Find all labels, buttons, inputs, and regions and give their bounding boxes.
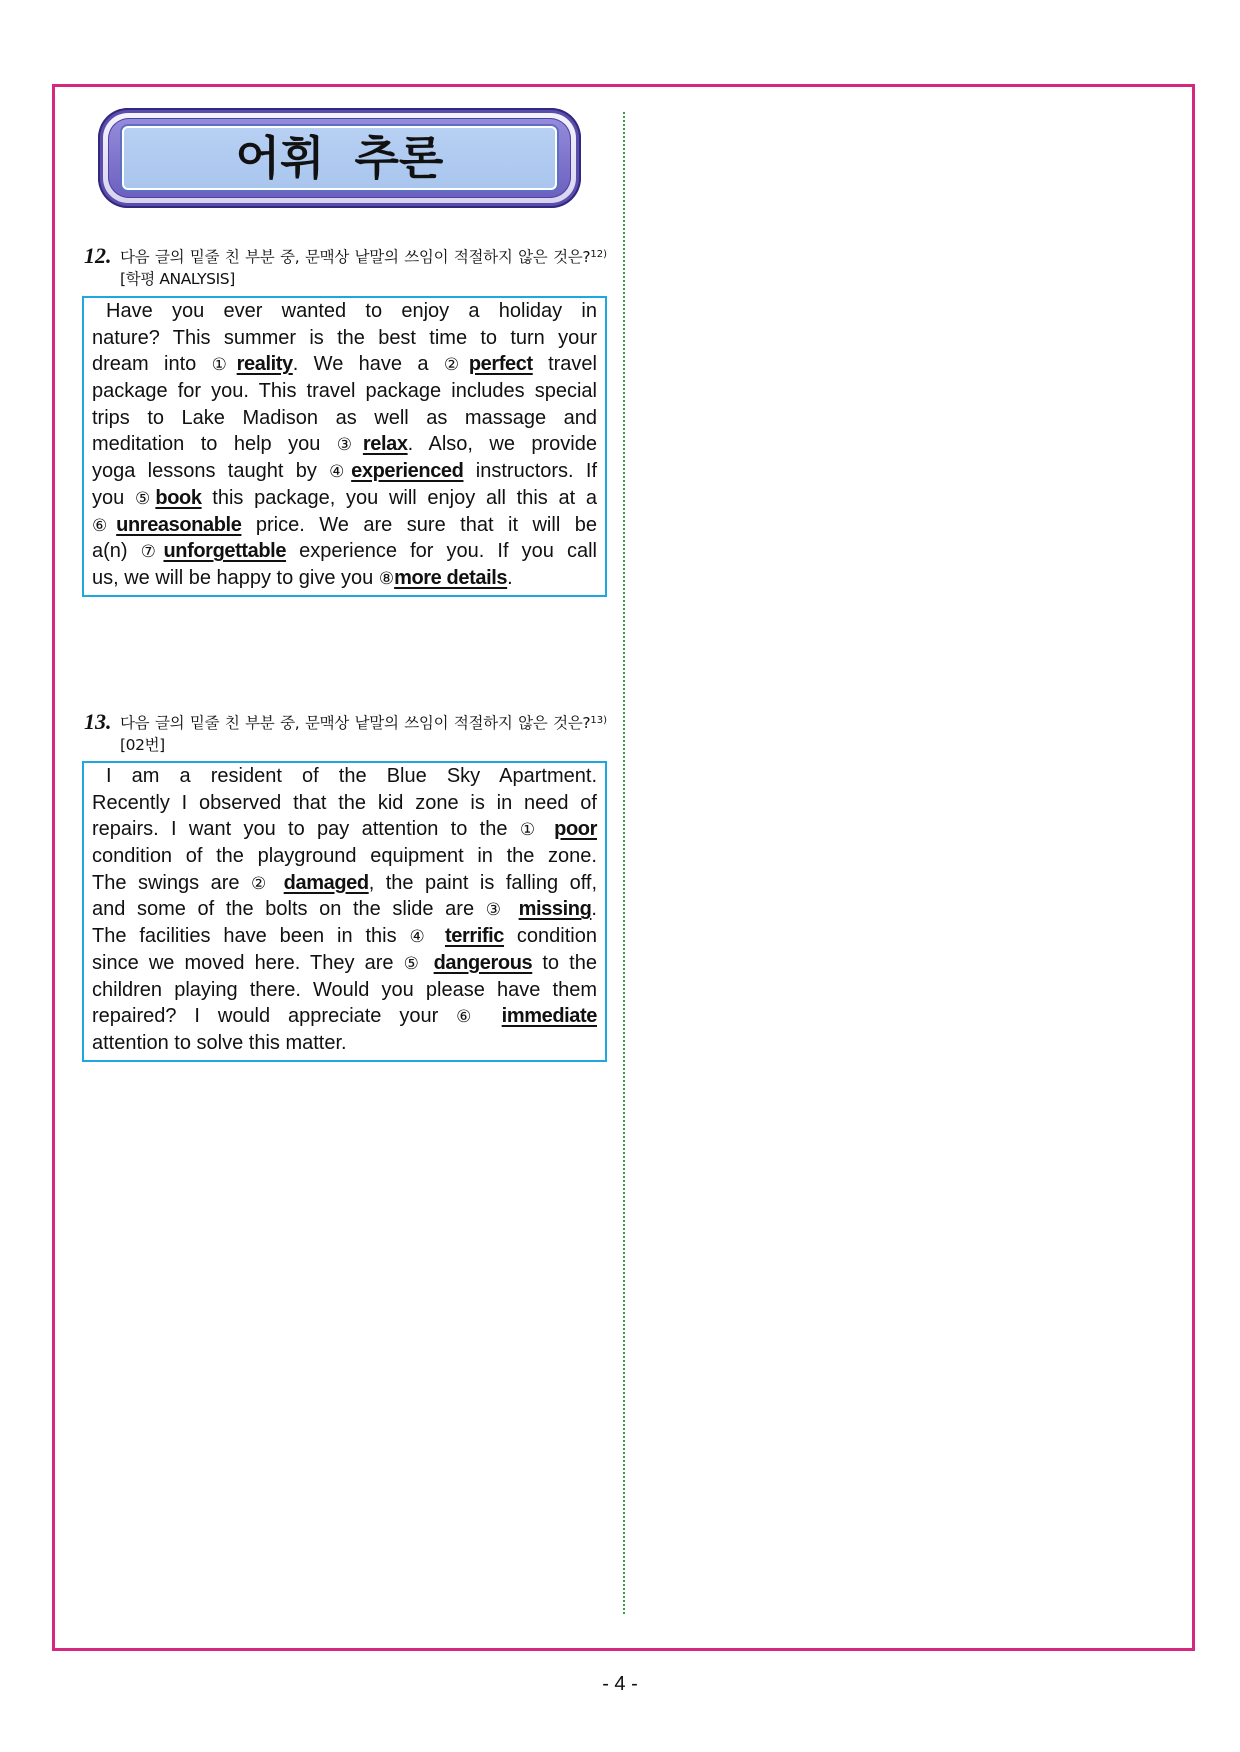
passage-box	[82, 761, 607, 1062]
passage-line	[92, 843, 597, 870]
underlined-word: terrific	[444, 925, 505, 948]
choice-number: ④	[329, 462, 352, 483]
passage-text: a(n)	[92, 540, 141, 563]
passage-line	[92, 763, 597, 790]
passage-line	[92, 565, 597, 592]
underlined-word: book	[155, 486, 202, 509]
footnote-ref: 13)	[590, 715, 607, 726]
passage-text: experience for you. If you call	[286, 540, 597, 563]
passage-line	[92, 1030, 597, 1057]
passage-text	[542, 818, 554, 840]
choice-number: ⑥	[456, 1007, 484, 1028]
choice-number: ②	[443, 355, 469, 376]
question-prompt: 다음 글의 밑줄 친 부분 중, 문맥상 낱말의 쓰임이 적절하지 않은 것은?	[120, 714, 591, 732]
question-source: [02번]	[120, 736, 165, 754]
choice-number: ⑧	[378, 568, 395, 589]
question-source: [학평 ANALYSIS]	[120, 270, 235, 288]
passage-line	[92, 431, 597, 458]
passage-box	[82, 296, 607, 597]
passage-text: us, we will be happy to give you	[92, 566, 379, 589]
passage-line	[92, 458, 597, 485]
passage-text	[272, 872, 284, 894]
passage-text: I am a resident of the Blue Sky Apartment.	[106, 765, 597, 787]
passage-line	[92, 816, 597, 843]
passage-text: package for you. This travel package includes special	[92, 380, 597, 403]
underlined-word: more details	[394, 566, 508, 589]
passage-text: this package, you will enjoy all this at a	[201, 486, 598, 509]
choice-number: ④	[409, 927, 433, 948]
underlined-word: immediate	[501, 1005, 597, 1028]
passage-text: meditation to help you	[92, 433, 337, 456]
passage-text: dream into	[92, 353, 212, 376]
footnote-ref: 12)	[590, 249, 607, 260]
underlined-word: poor	[554, 818, 597, 841]
question-number: 12.	[84, 243, 112, 268]
underlined-word: unforgettable	[163, 540, 287, 563]
passage-line	[92, 325, 597, 352]
choice-number: ①	[211, 355, 237, 376]
underlined-word: reality	[236, 353, 293, 376]
passage-text	[423, 952, 433, 974]
underlined-word: unreasonable	[116, 513, 242, 536]
passage-line	[92, 298, 597, 325]
passage-line	[92, 378, 597, 405]
choice-number: ⑦	[140, 542, 164, 563]
passage-line	[92, 485, 597, 512]
passage-line	[92, 870, 597, 897]
underlined-word: dangerous	[433, 951, 533, 974]
underlined-word: relax	[362, 433, 408, 456]
underlined-word: experienced	[351, 460, 464, 483]
passage-text: trips to Lake Madison as well as massage and	[92, 406, 597, 429]
passage-text: The facilities have been in this	[92, 925, 410, 948]
passage-text: condition of the playground equipment in the zone.	[92, 845, 597, 868]
passage-line	[92, 538, 597, 565]
choice-number: ①	[519, 820, 542, 841]
question-number: 13.	[84, 709, 112, 734]
passage-text	[432, 925, 445, 947]
passage-text	[484, 1005, 502, 1027]
question-prompt-block	[120, 246, 607, 290]
question-prompt-block	[120, 712, 607, 756]
passage-text: . We have a	[292, 353, 444, 376]
passage-text: since we moved here. They are	[92, 951, 404, 974]
passage-line	[92, 790, 597, 817]
passage-text: attention to solve this matter.	[92, 1031, 347, 1054]
passage-text: repaired? I would appreciate your	[92, 1005, 457, 1028]
section-title: 어휘 추론	[235, 131, 444, 185]
passage-text: price. We are sure that it will be	[241, 513, 597, 536]
column-divider	[623, 112, 625, 1614]
question-heading	[84, 709, 607, 756]
passage-text: children playing there. Would you please have them	[92, 978, 597, 1001]
choice-number: ⑤	[403, 953, 424, 974]
choice-number: ③	[336, 435, 363, 456]
question-heading	[84, 243, 607, 290]
passage-text: travel	[532, 353, 597, 376]
choice-number: ②	[250, 873, 273, 894]
passage-text: to the	[532, 951, 597, 974]
passage-text: yoga lessons taught by	[92, 460, 330, 483]
passage-line	[92, 923, 597, 950]
passage-text: repairs. I want you to pay attention to the	[92, 818, 520, 841]
passage-line	[92, 405, 597, 432]
underlined-word: missing	[518, 898, 592, 921]
passage-text: .	[591, 898, 597, 921]
choice-number: ⑥	[92, 515, 117, 536]
passage-text: and some of the bolts on the slide are	[92, 898, 486, 921]
passage-text: The swings are	[92, 871, 251, 894]
passage-line	[92, 512, 597, 539]
passage-line	[92, 896, 597, 923]
section-title-plate	[98, 108, 581, 208]
passage-text: condition	[504, 925, 597, 948]
passage-line	[92, 950, 597, 977]
title-panel	[122, 126, 557, 190]
underlined-word: perfect	[468, 353, 533, 376]
passage-text	[507, 898, 519, 920]
passage-line	[92, 977, 597, 1004]
question-prompt: 다음 글의 밑줄 친 부분 중, 문맥상 낱말의 쓰임이 적절하지 않은 것은?	[120, 248, 591, 266]
passage-text: you	[92, 486, 135, 509]
page-number: - 4 -	[602, 1673, 638, 1695]
underlined-word: damaged	[283, 871, 369, 894]
passage-text: . Also, we provide	[407, 433, 597, 456]
passage-text: nature? This summer is the best time to turn your	[92, 326, 597, 349]
passage-text: instructors. If	[463, 460, 598, 483]
passage-text: , the paint is falling off,	[368, 871, 598, 894]
passage-line	[92, 351, 597, 378]
passage-text: Have you ever wanted to enjoy a holiday in	[106, 300, 597, 322]
passage-line	[92, 1003, 597, 1030]
choice-number: ⑤	[134, 488, 156, 509]
passage-text: Recently I observed that the kid zone is in need of	[92, 791, 597, 814]
passage-text: .	[507, 566, 513, 589]
choice-number: ③	[485, 900, 508, 921]
